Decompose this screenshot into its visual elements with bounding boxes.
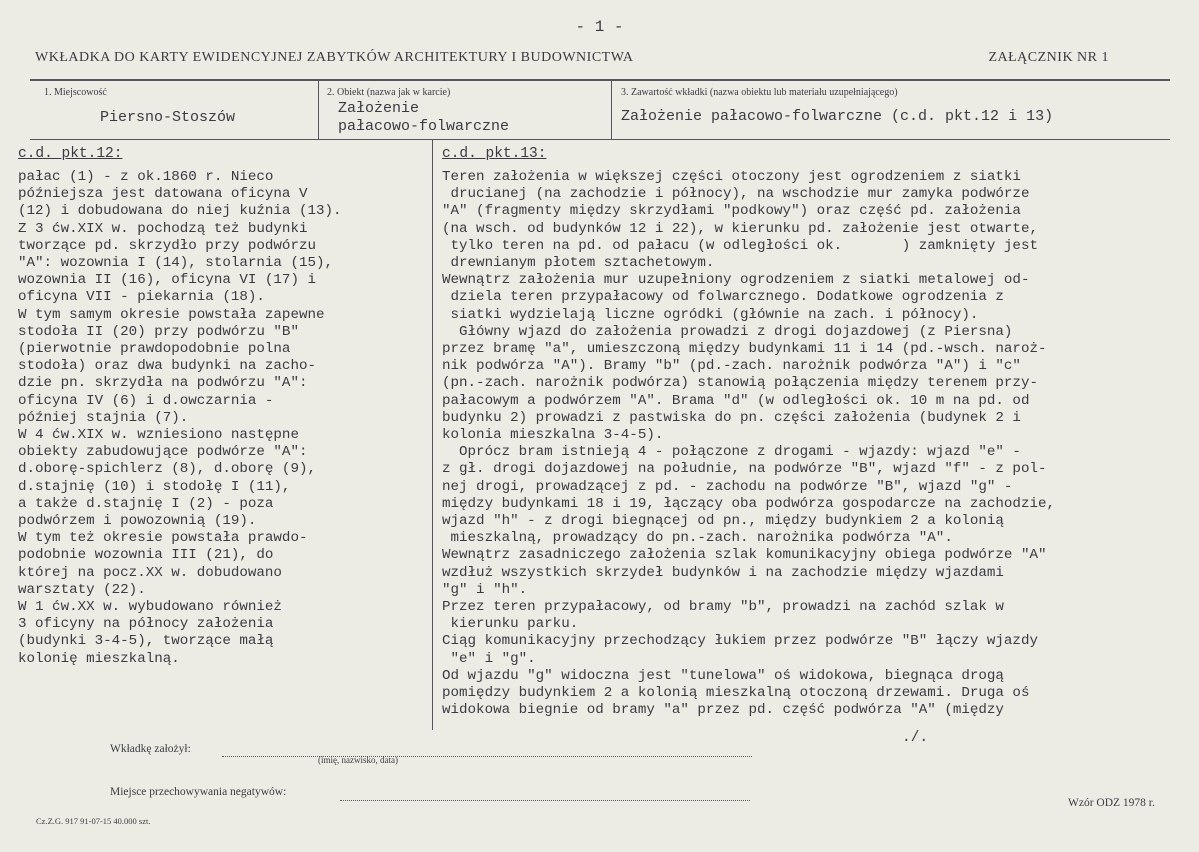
print-info: Cz.Z.G. 917 91-07-15 40.000 szt.: [36, 816, 151, 826]
field-2-label: 2. Obiekt (nazwa jak w karcie): [327, 87, 451, 98]
column-divider: [432, 140, 433, 730]
left-column-heading: c.d. pkt.12:: [18, 146, 123, 162]
form-model: Wzór ODZ 1978 r.: [1068, 797, 1155, 809]
negatives-label: Miejsce przechowywania negatywów:: [110, 786, 287, 798]
continuation-mark: ./.: [902, 730, 929, 746]
field-2-value-line2: pałacowo-folwarczne: [338, 118, 510, 135]
right-column-text: Teren założenia w większej części otoczony jest ogrodzeniem z siatki drucianej (na zachodzie i północy), na wschodzie mur zamyka podwórze "A" (fragmenty między skrzydłami "podkowy") oraz część pd. założenia (na wsch. od budynków 12 i 22), w kierunku pd. założenie jest otwarte, tylko teren na pd. od pałacu (w odległości ok. ) zamknięty jest drewnianym płotem sztachetowym. Wewnątrz założenia mur uzupełniony ogrodzeniem z siatki metalowej od- dziela teren przypałacowy od folwarcznego. Dodatkowe ogrodzenia z siatki wydzielają liczne ogródki (głównie na zach. i północy). Główny wjazd do założenia prowadzi z drogi dojazdowej (z Piersna) przez bramę "a", umieszczoną między budynkami 11 i 14 (pd.-wsch. naroż- nik podwórza "A"). Bramy "b" (pd.-zach. narożnik podwórza "A") i "c" (pn.-zach. narożnik podwórza) stanowią połączenia między terenem przy- pałacowym a podwórzem "A". Brama "d" (w odległości ok. 10 m na pd. od budynku 2) prowadzi z pastwiska do pn. części założenia (budynek 2 i kolonia mieszkalna 3-4-5). Oprócz bram istnieją 4 - połączone z drogami - wjazdy: wjazd "e" - z gł. drogi dojazdowej na południe, na podwórze "B", wjazd "f" - z pol- nej drogi, prowadzącej z pd. - zachodu na podwórze "B", wjazd "g" - między budynkami 18 i 19, łączący oba podwórza gospodarcze na zachodzie, wjazd "h" - z drogi biegnącej od pn., między budynkiem 2 a kolonią mieszkalną, prowadzący do pn.-zach. narożnika podwórza "A". Wewnątrz zasadniczego założenia szlak komunikacyjny obiega podwórze "A" wzdłuż wszystkich skrzydeł budynków i na zachodzie między wjazdami "g" i "h". Przez teren przypałacowy, od bramy "b", prowadzi na zachód szlak w kierunku parku. Ciąg komunikacyjny przechodzący łukiem przez podwórze "B" łączy wjazdy "e" i "g". Od wjazdu "g" widoczna jest "tunelowa" oś widokowa, biegnąca drogą pomiędzy budynkiem 2 a kolonią mieszkalną otoczoną drzewami. Druga oś widokowa biegnie od bramy "a" przez pd. część podwórza "A" (między: [442, 169, 1055, 719]
field-3-value: Założenie pałacowo-folwarczne (c.d. pkt.12 i 13): [621, 108, 1054, 125]
left-column-text: pałac (1) - z ok.1860 r. Nieco późniejsza jest datowana oficyna V (12) i dobudowana do niej kuźnia (13). Z 3 ćw.XIX w. pochodzą też budynki tworzące pd. skrzydło przy podwórzu "A": wozownia I (14), stolarnia (15), wozownia II (16), oficyna VI (17) i oficyna VII - piekarnia (18). W tym samym okresie powstała zapewne stodoła II (20) przy podwórzu "B" (pierwotnie prawdopodobnie polna stodoła) oraz dwa budynki na zacho- dzie pn. skrzydła na podwórzu "A": oficyna IV (6) i d.owczarnia - później stajnia (7). W 4 ćw.XIX w. wzniesiono następne obiekty zabudowujące podwórze "A": d.oborę-spichlerz (8), d.oborę (9), d.stajnię (10) i stodołę I (11), a także d.stajnię I (2) - poza podwórzem i powozownią (19). W tym też okresie powstała prawdo- podobnie wozownia III (21), do której na pocz.XX w. dobudowano warsztaty (22). W 1 ćw.XX w. wybudowano również 3 oficyny na północy założenia (budynki 3-4-5), tworzące małą kolonię mieszkalną.: [18, 169, 342, 667]
field-2-value-line1: Założenie: [338, 100, 420, 117]
field-1-value: Piersno-Stoszów: [100, 109, 236, 126]
field-box-top-rule: [30, 79, 1170, 81]
created-by-line: [222, 756, 752, 757]
negatives-line: [340, 800, 750, 801]
created-by-label: Wkładkę założył:: [110, 743, 191, 755]
attachment-label: ZAŁĄCZNIK NR 1: [988, 50, 1109, 65]
field-box-bottom-rule: [30, 139, 1170, 140]
right-column-heading: c.d. pkt.13:: [442, 146, 547, 162]
field-divider-2: [611, 80, 612, 139]
created-by-sublabel: (imię, nazwisko, data): [318, 755, 398, 765]
page-number: - 1 -: [575, 18, 624, 36]
field-divider-1: [318, 80, 319, 139]
field-1-label: 1. Miejscowość: [44, 87, 107, 98]
form-title: WKŁADKA DO KARTY EWIDENCYJNEJ ZABYTKÓW ARCHITEKTURY I BUDOWNICTWA: [35, 50, 634, 65]
field-3-label: 3. Zawartość wkładki (nazwa obiektu lub materiału uzupełniającego): [621, 87, 898, 98]
